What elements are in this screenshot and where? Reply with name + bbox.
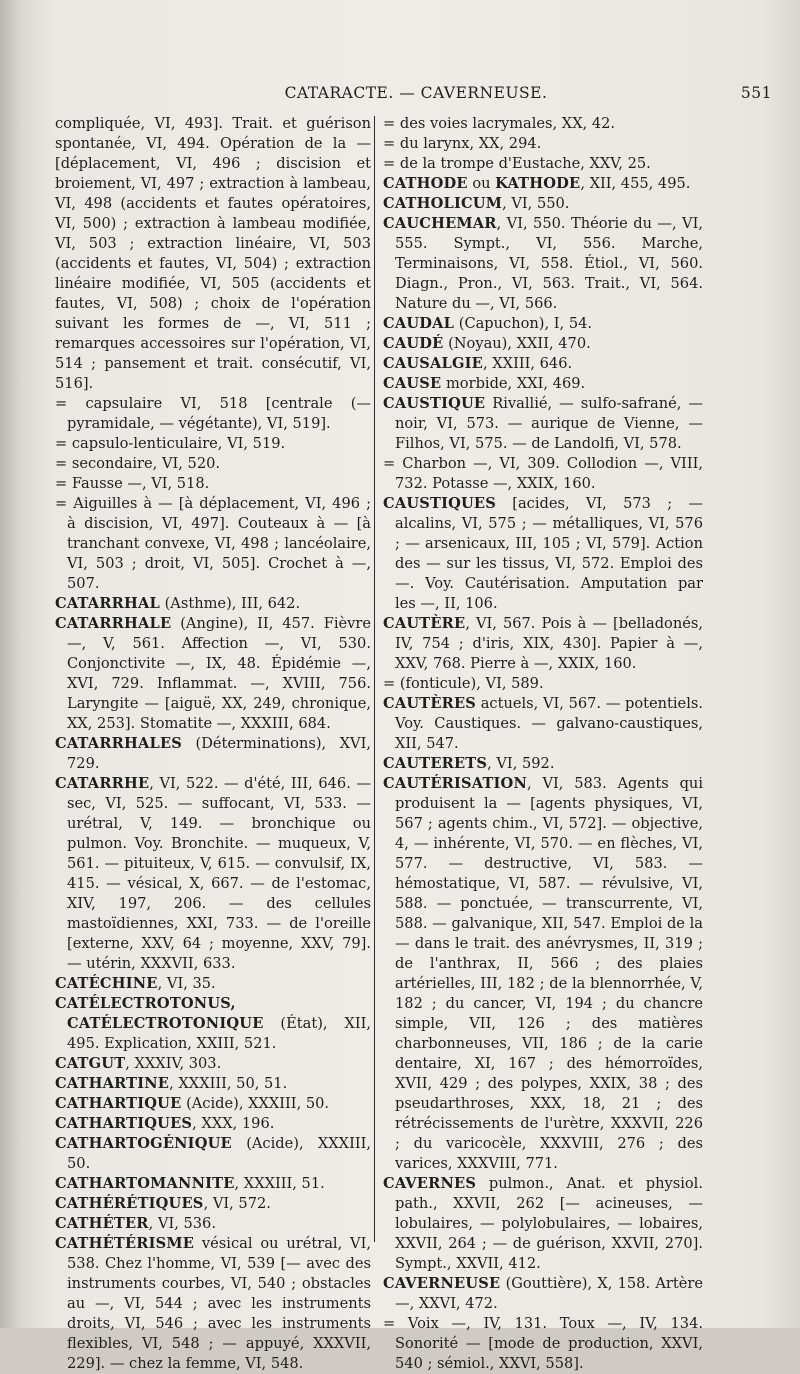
entry-headword: CATHARTIQUE	[55, 1095, 182, 1112]
index-entry	[383, 314, 703, 334]
right-column	[383, 114, 703, 1374]
entry-text: (Acide), XXXIII, 50.	[67, 1135, 371, 1172]
entry-headword: CAUTÉRISATION	[383, 775, 528, 792]
entry-text: = capsulo-lenticulaire, VI, 519.	[55, 435, 286, 452]
index-entry	[55, 1134, 371, 1174]
entry-text: , XXXIV, 303.	[125, 1055, 222, 1072]
entry-headword: CATHÉTER	[55, 1215, 149, 1232]
entry-text: , VI, 536.	[148, 1215, 216, 1232]
entry-text: [acides, VI, 573 ; — alcalins, VI, 575 ; — métalliques, VI, 576 ; — arsenicaux, III, 105 ; VI, 579]. Action des — sur les tissus, VI, 572. Emploi des —. Voy. Cautérisation. Amputation par les —, II, 106.	[395, 495, 703, 612]
entry-headword: CAUTÈRES	[383, 695, 477, 712]
running-header	[60, 84, 772, 108]
index-entry	[383, 354, 703, 374]
index-entry	[383, 334, 703, 354]
index-subentry	[383, 674, 703, 694]
index-entry	[383, 614, 703, 674]
index-entry	[55, 974, 371, 994]
entry-headword: CATHARTOGÉNIQUE	[55, 1135, 232, 1152]
entry-text: , XXXIII, 50, 51.	[169, 1075, 288, 1092]
entry-text: compliquée, VI, 493]. Trait. et guérison spontanée, VI, 494. Opération de la — [déplacement, VI, 496 ; discision et broiement, VI, 497 ; extraction à lambeau, VI, 498 (accidents et fautes opératoires, VI, 500) ; extraction à lambeau modifiée, VI, 503 ; extraction linéaire, VI, 503 (accidents et fautes, VI, 504) ; extraction linéaire modifiée, VI, 505 (accidents et fautes, VI, 508) ; choix de l'opération suivant les formes de —, VI, 511 ; remarques accessoires sur l'opération, VI, 514 ; pansement et trait. consécutif, VI, 516].	[55, 115, 371, 392]
index-entry	[55, 774, 371, 974]
entry-text: = Voix —, IV, 131. Toux —, IV, 134. Sonorité — [mode de production, XXVI, 540 ; sémiol., XXVI, 558].	[383, 1315, 703, 1372]
entry-text: (État), XII, 495. Explication, XXIII, 521.	[67, 1015, 371, 1052]
entry-headword: CAVERNEUSE	[383, 1275, 501, 1292]
index-entry	[55, 1174, 371, 1194]
entry-headword: KATHODE	[495, 175, 581, 192]
index-entry	[383, 774, 703, 1174]
entry-text: (Acide), XXXIII, 50.	[181, 1095, 330, 1112]
page-number: 551	[740, 84, 772, 102]
index-subentry	[383, 1314, 703, 1374]
entry-headword: CATGUT	[55, 1055, 126, 1072]
entry-headword: CAUDAL	[383, 315, 455, 332]
entry-headword: CAUSE	[383, 375, 442, 392]
entry-text: , VI, 550.	[502, 195, 570, 212]
index-subentry	[383, 154, 703, 174]
entry-text: (Capuchon), I, 54.	[454, 315, 593, 332]
entry-headword: CATARRHALES	[55, 735, 183, 752]
index-entry	[383, 1274, 703, 1314]
index-subentry	[55, 454, 371, 474]
index-entry	[383, 694, 703, 754]
left-column	[55, 114, 371, 1374]
entry-text: , VI, 522. — d'été, III, 646. — sec, VI, 525. — suffocant, VI, 533. — urétral, V, 149. — bronchique ou pulmon. Voy. Bronchite. — muqueux, V, 561. — pituiteux, V, 615. — convulsif, IX, 415. — vésical, X, 667. — de l'estomac, XIV, 197, 206. — des cellules mastoïdiennes, XXI, 733. — de l'oreille [externe, XXV, 64 ; moyenne, XXV, 79]. — utérin, XXXVII, 633.	[67, 775, 371, 972]
index-subentry	[55, 474, 371, 494]
index-entry	[55, 1054, 371, 1074]
index-entry	[383, 194, 703, 214]
index-subentry	[383, 114, 703, 134]
index-entry	[55, 1094, 371, 1114]
index-subentry	[383, 134, 703, 154]
entry-text: , VI, 550. Théorie du —, VI, 555. Sympt., VI, 556. Marche, Terminaisons, VI, 558. Étiol., VI, 560. Diagn., Pron., VI, 563. Trait., VI, 564. Nature du —, VI, 566.	[395, 215, 703, 312]
index-entry	[383, 174, 703, 194]
index-subentry	[55, 394, 371, 434]
entry-headword: CATHÉRÉTIQUES	[55, 1195, 204, 1212]
entry-text: , VI, 35.	[157, 975, 216, 992]
entry-headword: CATARRHALE	[55, 615, 172, 632]
entry-text: , XXIII, 646.	[483, 355, 573, 372]
entry-headword: CAUTERETS	[383, 755, 488, 772]
entry-text: Rivallié, — sulfo-safrané, — noir, VI, 573. — aurique de Vienne, — Filhos, VI, 575. — de Landolfi, VI, 578.	[395, 395, 703, 452]
index-entry	[383, 754, 703, 774]
entry-headword: CATARRHAL	[55, 595, 160, 612]
entry-headword: CATHARTINE	[55, 1075, 170, 1092]
entry-headword: CATHARTIQUES	[55, 1115, 193, 1132]
entry-headword: CATÉLECTROTONUS, CATÉLECTROTONIQUE	[55, 995, 264, 1032]
entry-headword: CATHARTOMANNITE	[55, 1175, 235, 1192]
entry-text: (Gouttière), X, 158. Artère —, XXVI, 472.	[395, 1275, 703, 1312]
index-entry	[55, 994, 371, 1054]
index-entry	[383, 394, 703, 454]
entry-text: = des voies lacrymales, XX, 42.	[383, 115, 616, 132]
entry-text: ou	[467, 175, 496, 192]
index-entry	[55, 734, 371, 774]
index-entry	[55, 1214, 371, 1234]
entry-text: (Angine), II, 457. Fièvre —, V, 561. Affection —, VI, 530. Conjonctivite —, IX, 48. Épidémie —, XVI, 729. Inflammat. —, XVIII, 756. Laryngite — [aiguë, XX, 249, chronique, XX, 253]. Stomatite —, XXXIII, 684.	[67, 615, 371, 732]
entry-text: morbide, XXI, 469.	[441, 375, 586, 392]
entry-text: = Aiguilles à — [à déplacement, VI, 496 ; à discision, VI, 497]. Couteaux à — [à tranchant convexe, VI, 498 ; lancéolaire, VI, 503 ; droit, VI, 505]. Crochet à —, 507.	[55, 495, 371, 592]
entry-text: = (fonticule), VI, 589.	[383, 675, 544, 692]
entry-headword: CAUCHEMAR	[383, 215, 497, 232]
entry-text: , VI, 583. Agents qui produisent la — [agents physiques, VI, 567 ; agents chim., VI, 572]. — objective, 4, — inhérente, VI, 570. — en flèches, VI, 577. — destructive, VI, 583. — hémostatique, VI, 587. — révulsive, VI, 588. — ponctuée, — transcurrente, VI, 588. — galvanique, XII, 547. Emploi de la — dans le trait. des anévrysmes, II, 319 ; de l'anthrax, II, 566 ; des plaies artérielles, III, 182 ; de la blennorrhée, V, 182 ; du cancer, VI, 194 ; du chancre simple, VII, 126 ; des matières charbonneuses, VII, 186 ; de la carie dentaire, XI, 167 ; des hémorroïdes, XVII, 429 ; des polypes, XXIX, 38 ; des pseudarthroses, XXX, 18, 21 ; des rétrécissements de l'urètre, XXXVII, 226 ; du varicocèle, XXXVIII, 276 ; des varices, XXXVIII, 771.	[395, 775, 703, 1172]
index-entry	[383, 494, 703, 614]
index-entry	[55, 614, 371, 734]
index-entry	[383, 374, 703, 394]
entry-headword: CAUSTIQUES	[383, 495, 496, 512]
entry-text: = capsulaire VI, 518 [centrale (— pyramidale, — végétante), VI, 519].	[55, 395, 371, 432]
entry-text: = du larynx, XX, 294.	[383, 135, 542, 152]
running-title: CATARACTE. — CAVERNEUSE.	[284, 84, 548, 102]
entry-text: = secondaire, VI, 520.	[55, 455, 221, 472]
index-subentry	[55, 494, 371, 594]
column-divider	[374, 116, 375, 1242]
entry-text: (Asthme), III, 642.	[159, 595, 301, 612]
entry-text: , VI, 592.	[487, 755, 555, 772]
entry-text: , VI, 572.	[203, 1195, 271, 1212]
entry-text: (Déterminations), XVI, 729.	[67, 735, 371, 772]
entry-text: actuels, VI, 567. — potentiels. Voy. Caustiques. — galvano-caustiques, XII, 547.	[395, 695, 703, 752]
index-entry	[383, 214, 703, 314]
index-entry	[55, 1234, 371, 1374]
entry-headword: CATARRHE	[55, 775, 150, 792]
entry-headword: CATHOLICUM	[383, 195, 503, 212]
index-subentry	[383, 454, 703, 494]
index-entry	[55, 1074, 371, 1094]
entry-text: = Fausse —, VI, 518.	[55, 475, 210, 492]
entry-text: vésical ou urétral, VI, 538. Chez l'homme, VI, 539 [— avec des instruments courbes, VI, 540 ; obstacles au —, VI, 544 ; avec les instruments droits, VI, 546 ; avec les instruments flexibles, VI, 548 ; — appuyé, XXXVII, 229]. — chez la femme, VI, 548.	[67, 1235, 371, 1372]
entry-headword: CATÉCHINE	[55, 975, 158, 992]
entry-text: , XXXIII, 51.	[234, 1175, 325, 1192]
entry-headword: CAUSTIQUE	[383, 395, 486, 412]
entry-headword: CATHODE	[383, 175, 468, 192]
entry-headword: CAUDÉ	[383, 335, 444, 352]
entry-text: (Noyau), XXII, 470.	[443, 335, 591, 352]
entry-text: = Charbon —, VI, 309. Collodion —, VIII, 732. Potasse —, XXIX, 160.	[383, 455, 703, 492]
index-entry	[55, 1194, 371, 1214]
entry-text: pulmon., Anat. et physiol. path., XXVII, 262 [— acineuses, — lobulaires, — polylobulaires, — lobaires, XXVII, 264 ; — de guérison, XXVII, 270]. Sympt., XXVII, 412.	[395, 1175, 703, 1272]
index-subentry	[55, 434, 371, 454]
entry-headword: CAUSALGIE	[383, 355, 484, 372]
index-entry	[383, 1174, 703, 1274]
entry-text: , XII, 455, 495.	[580, 175, 691, 192]
entry-headword: CAUTÈRE	[383, 615, 466, 632]
index-entry	[55, 1114, 371, 1134]
entry-headword: CAVERNES	[383, 1175, 477, 1192]
entry-text: = de la trompe d'Eustache, XXV, 25.	[383, 155, 651, 172]
entry-text: , VI, 567. Pois à — [belladonés, IV, 754 ; d'iris, XIX, 430]. Papier à —, XXV, 768. Pierre à —, XXIX, 160.	[395, 615, 703, 672]
index-entry	[55, 594, 371, 614]
entry-headword: CATHÉTÉRISME	[55, 1235, 195, 1252]
index-continuation	[55, 114, 371, 394]
entry-text: , XXX, 196.	[192, 1115, 275, 1132]
